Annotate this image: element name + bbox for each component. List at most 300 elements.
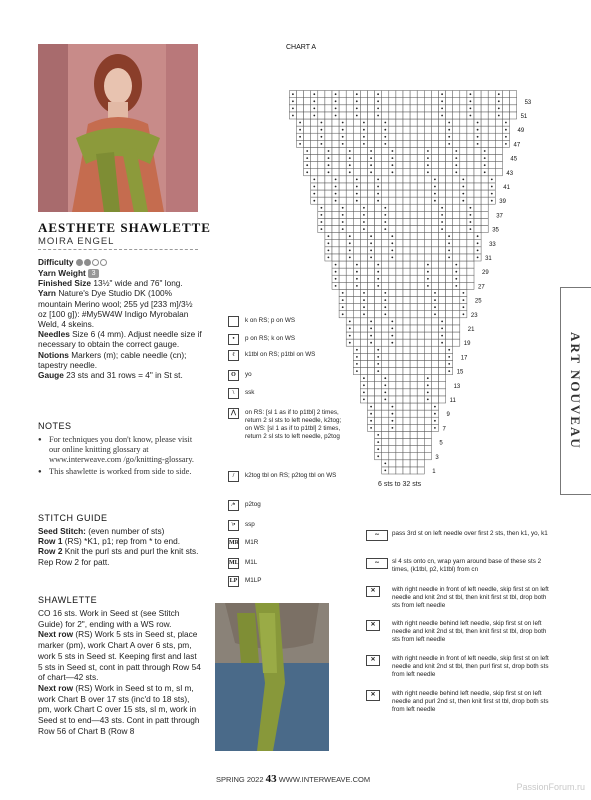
chart-cell	[431, 98, 438, 105]
chart-cell	[375, 410, 382, 417]
chart-cell	[403, 176, 410, 183]
chart-cell	[431, 254, 438, 261]
chart-cell	[332, 155, 339, 162]
chart-cell	[382, 240, 389, 247]
purl-dot	[363, 306, 365, 308]
chart-cell	[474, 197, 481, 204]
chart-cell	[396, 368, 403, 375]
chart-cell	[403, 226, 410, 233]
row-number-label: 45	[510, 156, 518, 163]
chart-cell	[332, 218, 339, 225]
chart-cell	[368, 396, 375, 403]
chart-cell	[510, 91, 517, 98]
purl-dot	[377, 186, 379, 188]
chart-cell	[382, 91, 389, 98]
chart-cell	[332, 226, 339, 233]
chart-cell	[297, 91, 304, 98]
chart-cell	[353, 311, 360, 318]
chart-cell	[353, 218, 360, 225]
row-number-label: 43	[506, 170, 514, 177]
chart-cell	[318, 91, 325, 98]
purl-dot	[349, 157, 351, 159]
chart-cell	[467, 155, 474, 162]
chart-cell	[474, 169, 481, 176]
purl-dot	[356, 115, 358, 117]
purl-dot	[349, 321, 351, 323]
chart-cell	[446, 169, 453, 176]
purl-dot	[427, 384, 429, 386]
chart-cell	[481, 112, 488, 119]
chart-cell	[460, 147, 467, 154]
row-number-label: 9	[446, 412, 450, 419]
purl-dot	[455, 271, 457, 273]
chart-cell	[368, 353, 375, 360]
chart-cell	[403, 98, 410, 105]
chart-cell	[467, 133, 474, 140]
purl-dot	[306, 171, 308, 173]
purl-dot	[384, 392, 386, 394]
purl-dot	[434, 427, 436, 429]
chart-cell	[396, 289, 403, 296]
chart-cell	[410, 304, 417, 311]
chart-cell	[318, 162, 325, 169]
purl-dot	[356, 356, 358, 358]
chart-cell	[396, 453, 403, 460]
chart-cell	[389, 467, 396, 474]
chart-cell	[332, 211, 339, 218]
purl-dot	[491, 200, 493, 202]
chart-cell	[495, 126, 502, 133]
chart-cell	[417, 446, 424, 453]
key-label: k1tbl on RS; p1tbl on WS	[245, 351, 316, 358]
chart-cell	[375, 318, 382, 325]
chart-cell	[389, 226, 396, 233]
chart-cell	[382, 439, 389, 446]
purl-dot	[370, 171, 372, 173]
chart-cell	[389, 112, 396, 119]
chart-cell	[339, 183, 346, 190]
chart-cell	[439, 169, 446, 176]
key-label: sl 4 sts onto cn, wrap yarn around base of these sts 2 times, (k1tbl, p2, k1tbl) from cn	[392, 558, 542, 573]
shawlette-body: CO 16 sts. Work in Seed st (see Stitch Guide) for 2", ending with a WS row. Next row (RS) Work 5 sts in Seed st, place marker (pm), work Chart A over 6 sts, pm, work 5 sts in Seed st. Keeping first and last 5 sts in Seed st, cont in patt through Row 54 of chart—42 sts. Next row (RS) Work in Seed st to m, sl m, work Chart B over 17 sts (inc'd to 18 sts), pm, work Chart C over 15 sts, sl m, work in Seed st to end—43 sts. Cont in patt through Row 56 of Chart B (Row 8	[38, 608, 201, 736]
purl-dot	[441, 228, 443, 230]
chart-cell	[403, 268, 410, 275]
chart-cell	[353, 155, 360, 162]
key-label: with right needle behind left needle, skip first st on left needle and knit 2nd st tbl, then knit first st tbl, drop both sts from left needle	[392, 620, 547, 643]
chart-cell	[410, 226, 417, 233]
purl-dot	[427, 377, 429, 379]
cable2-icon: ✕	[366, 620, 380, 631]
purl-dot	[441, 108, 443, 110]
chart-cell	[481, 91, 488, 98]
chart-cell	[410, 162, 417, 169]
purl-dot	[427, 264, 429, 266]
chart-cell	[453, 119, 460, 126]
chart-cell	[353, 233, 360, 240]
chart-cell	[439, 311, 446, 318]
purl-dot	[434, 186, 436, 188]
chart-cell	[396, 233, 403, 240]
purl-dot	[328, 164, 330, 166]
chart-cell	[410, 247, 417, 254]
chart-cell	[431, 133, 438, 140]
chart-cell	[375, 396, 382, 403]
chart-cell	[403, 112, 410, 119]
chart-cell	[396, 346, 403, 353]
key-label: on RS: [sl 1 as if to p1tbl] 2 times, return 2 sl sts to left needle, k2tog; on WS: [sl 1 as if to p1tbl] 2 times, return 2 sl sts to left needle, p2tog	[245, 409, 342, 440]
chart-cell	[453, 254, 460, 261]
chart-cell	[410, 169, 417, 176]
purl-dot	[384, 143, 386, 145]
chart-cell	[403, 375, 410, 382]
purl-dot	[349, 250, 351, 252]
p2tog-icon: ⁄•	[228, 500, 239, 511]
chart-cell	[389, 268, 396, 275]
chart-cell	[446, 218, 453, 225]
purl-dot	[434, 406, 436, 408]
purl-dot	[384, 207, 386, 209]
chart-cell	[439, 233, 446, 240]
purl-dot	[363, 292, 365, 294]
chart-cell	[424, 368, 431, 375]
chart-cell	[382, 282, 389, 289]
chart-cell	[389, 119, 396, 126]
chart-cell	[446, 289, 453, 296]
chart-cell	[360, 247, 367, 254]
purl-dot	[427, 392, 429, 394]
purl-dot	[392, 406, 394, 408]
chart-cell	[346, 297, 353, 304]
chart-cell	[424, 233, 431, 240]
chart-cell	[439, 147, 446, 154]
chart-cell	[467, 240, 474, 247]
chart-cell	[410, 155, 417, 162]
chart-cell	[396, 297, 403, 304]
chart-cell	[417, 339, 424, 346]
chart-cell	[467, 162, 474, 169]
chart-cell	[417, 332, 424, 339]
chart-cell	[304, 119, 311, 126]
chart-cell	[396, 147, 403, 154]
chart-cell	[403, 91, 410, 98]
purl-dot	[498, 100, 500, 102]
chart-cell	[403, 353, 410, 360]
chart-cell	[467, 282, 474, 289]
purl-dot	[342, 299, 344, 301]
chart-cell	[488, 119, 495, 126]
purl-dot	[470, 115, 472, 117]
chart-cell	[389, 140, 396, 147]
chart-cell	[396, 247, 403, 254]
chart-cell	[424, 204, 431, 211]
purl-dot	[356, 363, 358, 365]
chart-cell	[389, 297, 396, 304]
purl-dot	[392, 427, 394, 429]
chart-cell	[431, 226, 438, 233]
chart-cell	[332, 126, 339, 133]
chart-cell	[460, 105, 467, 112]
purl-dot	[384, 377, 386, 379]
chart-cell	[346, 304, 353, 311]
chart-cell	[410, 424, 417, 431]
chart-cell	[360, 353, 367, 360]
chart-cell	[318, 183, 325, 190]
chart-cell	[403, 403, 410, 410]
chart-cell	[417, 424, 424, 431]
purl-dot	[392, 150, 394, 152]
chart-cell	[446, 155, 453, 162]
chart-cell	[431, 204, 438, 211]
chart-cell	[439, 183, 446, 190]
chart-cell	[382, 162, 389, 169]
chart-cell	[474, 147, 481, 154]
chart-cell	[346, 261, 353, 268]
purl-dot	[455, 164, 457, 166]
chart-cell	[446, 98, 453, 105]
chart-cell	[417, 275, 424, 282]
chart-cell	[339, 261, 346, 268]
purl-dot	[470, 221, 472, 223]
chart-cell	[396, 126, 403, 133]
chart-cell	[481, 190, 488, 197]
chart-cell	[368, 261, 375, 268]
chart-cell	[346, 98, 353, 105]
note-item: ● This shawlette is worked from side to side.	[38, 467, 203, 477]
purl-dot	[356, 278, 358, 280]
chart-cell	[396, 218, 403, 225]
chart-cell	[382, 261, 389, 268]
purl-dot	[335, 179, 337, 181]
row-number-label: 11	[449, 398, 456, 404]
chart-cell	[467, 119, 474, 126]
purl-dot	[313, 200, 315, 202]
chart-cell	[417, 389, 424, 396]
chart-cell	[431, 240, 438, 247]
chart-cell	[417, 467, 424, 474]
chart-cell	[424, 346, 431, 353]
chart-cell	[431, 126, 438, 133]
chart-cell	[346, 204, 353, 211]
purl-dot	[363, 377, 365, 379]
row-number-label: 51	[520, 114, 528, 120]
chart-cell	[446, 275, 453, 282]
chart-cell	[424, 446, 431, 453]
chart-cell	[439, 261, 446, 268]
purl-dot	[299, 143, 301, 145]
notions: Notions Markers (m); cable needle (cn); tapestry needle.	[38, 349, 187, 370]
chart-cell	[346, 112, 353, 119]
purl-dot	[342, 214, 344, 216]
purl-dot	[377, 349, 379, 351]
chart-cell	[325, 211, 332, 218]
purl-dot	[384, 136, 386, 138]
chart-cell	[360, 183, 367, 190]
chart-cell	[368, 268, 375, 275]
chart-cell	[417, 282, 424, 289]
chart-cell	[424, 197, 431, 204]
chart-cell	[346, 211, 353, 218]
chart-cell	[481, 140, 488, 147]
chart-cell	[424, 424, 431, 431]
purl-dot	[356, 370, 358, 372]
purl-dot	[470, 100, 472, 102]
chart-cell	[325, 183, 332, 190]
key-label: with right needle behind left needle, skip first st on left needle and purl 2nd st, then knit first st tbl, drop both sts from left needle	[392, 690, 549, 713]
purl-dot	[356, 179, 358, 181]
purl-dot	[292, 108, 294, 110]
chart-cell	[431, 389, 438, 396]
purl-dot	[463, 299, 465, 301]
purl-dot	[335, 93, 337, 95]
chart-cell	[339, 112, 346, 119]
chart-cell	[368, 389, 375, 396]
chart-cell	[424, 105, 431, 112]
chart-cell	[360, 275, 367, 282]
purl-dot	[370, 242, 372, 244]
chart-cell	[375, 133, 382, 140]
chart-cell	[346, 91, 353, 98]
chart-cell	[375, 424, 382, 431]
chart-cell	[360, 190, 367, 197]
chart-cell	[353, 289, 360, 296]
chart-cell	[403, 382, 410, 389]
chart-cell	[481, 133, 488, 140]
chart-cell	[453, 318, 460, 325]
chart-cell	[446, 226, 453, 233]
chart-cell	[467, 126, 474, 133]
purl-dot	[441, 328, 443, 330]
purl-dot	[363, 129, 365, 131]
chart-cell	[481, 183, 488, 190]
purl-dot	[370, 427, 372, 429]
chart-cell	[410, 311, 417, 318]
chart-cell	[375, 375, 382, 382]
chart-cell	[453, 297, 460, 304]
chart-cell	[375, 226, 382, 233]
chart-cell	[346, 289, 353, 296]
purl-dot	[370, 250, 372, 252]
chart-cell	[417, 226, 424, 233]
purl-dot	[484, 164, 486, 166]
purl-dot	[462, 200, 464, 202]
chart-cell	[382, 155, 389, 162]
chart-cell	[467, 140, 474, 147]
purl-dot	[335, 108, 337, 110]
key-label: ssk	[245, 389, 255, 396]
purl-dot	[299, 136, 301, 138]
chart-cell	[403, 304, 410, 311]
chart-cell	[488, 112, 495, 119]
purl-dot	[349, 164, 351, 166]
chart-cell	[368, 112, 375, 119]
chart-cell	[410, 275, 417, 282]
purl-dot	[498, 108, 500, 110]
row-number-label: 15	[456, 369, 464, 376]
purl-dot	[306, 150, 308, 152]
chart-cell	[403, 211, 410, 218]
purl-dot	[377, 434, 379, 436]
chart-cell	[332, 119, 339, 126]
chart-cell	[410, 460, 417, 467]
chart-cell	[474, 162, 481, 169]
chart-cell	[446, 211, 453, 218]
chart-cell	[431, 261, 438, 268]
chart-cell	[346, 183, 353, 190]
chart-cell	[396, 190, 403, 197]
chart-cell	[460, 133, 467, 140]
chart-cell	[382, 431, 389, 438]
chart-cell	[339, 282, 346, 289]
chart-cell	[353, 204, 360, 211]
chart-cell	[382, 190, 389, 197]
chart-cell	[431, 112, 438, 119]
purl-dot	[384, 313, 386, 315]
purl-dot	[491, 186, 493, 188]
chart-cell	[346, 190, 353, 197]
purl-dot	[484, 171, 486, 173]
chart-cell	[439, 297, 446, 304]
chart-cell	[382, 268, 389, 275]
chart-cell	[502, 91, 509, 98]
chart-cell	[467, 197, 474, 204]
chart-cell	[382, 360, 389, 367]
purl-dot	[363, 143, 365, 145]
chart-cell	[339, 98, 346, 105]
chart-cell	[417, 218, 424, 225]
chart-cell	[439, 304, 446, 311]
chart-cell	[460, 247, 467, 254]
purl-dot	[321, 221, 323, 223]
purl-dot	[342, 292, 344, 294]
purl-dot	[427, 399, 429, 401]
chart-cell	[325, 112, 332, 119]
chart-cell	[332, 169, 339, 176]
chart-cell	[431, 211, 438, 218]
chart-cell	[403, 240, 410, 247]
purl-dot	[328, 235, 330, 237]
chart-cell	[453, 183, 460, 190]
chart-cell	[375, 417, 382, 424]
chart-cell	[467, 169, 474, 176]
chart-cell	[389, 98, 396, 105]
chart-cell	[488, 169, 495, 176]
chart-cell	[453, 190, 460, 197]
purl-dot	[448, 143, 450, 145]
purl-dot	[384, 129, 386, 131]
chart-cell	[453, 226, 460, 233]
chart-cell	[346, 275, 353, 282]
purl-dot	[370, 321, 372, 323]
chart-cell	[368, 183, 375, 190]
chart-cell	[467, 190, 474, 197]
chart-cast-note: 6 sts to 32 sts	[378, 481, 422, 488]
chart-cell	[446, 332, 453, 339]
chart-cell	[375, 254, 382, 261]
chart-cell	[439, 375, 446, 382]
chart-cell	[396, 325, 403, 332]
chart-cell	[403, 169, 410, 176]
purl-dot	[470, 207, 472, 209]
chart-cell	[396, 183, 403, 190]
chart-cell	[488, 105, 495, 112]
chart-cell	[488, 98, 495, 105]
chart-cell	[403, 275, 410, 282]
chart-cell	[403, 439, 410, 446]
yarn: Yarn Nature's Dye Studio DK (100% mountain Merino wool; 255 yd [233 m]/3½ oz [100 g]): #My5W4W Indigo Myrobalan Weld, 4 skeins.	[38, 288, 193, 330]
chart-cell	[375, 325, 382, 332]
chart-cell	[382, 247, 389, 254]
chart-cell	[396, 268, 403, 275]
